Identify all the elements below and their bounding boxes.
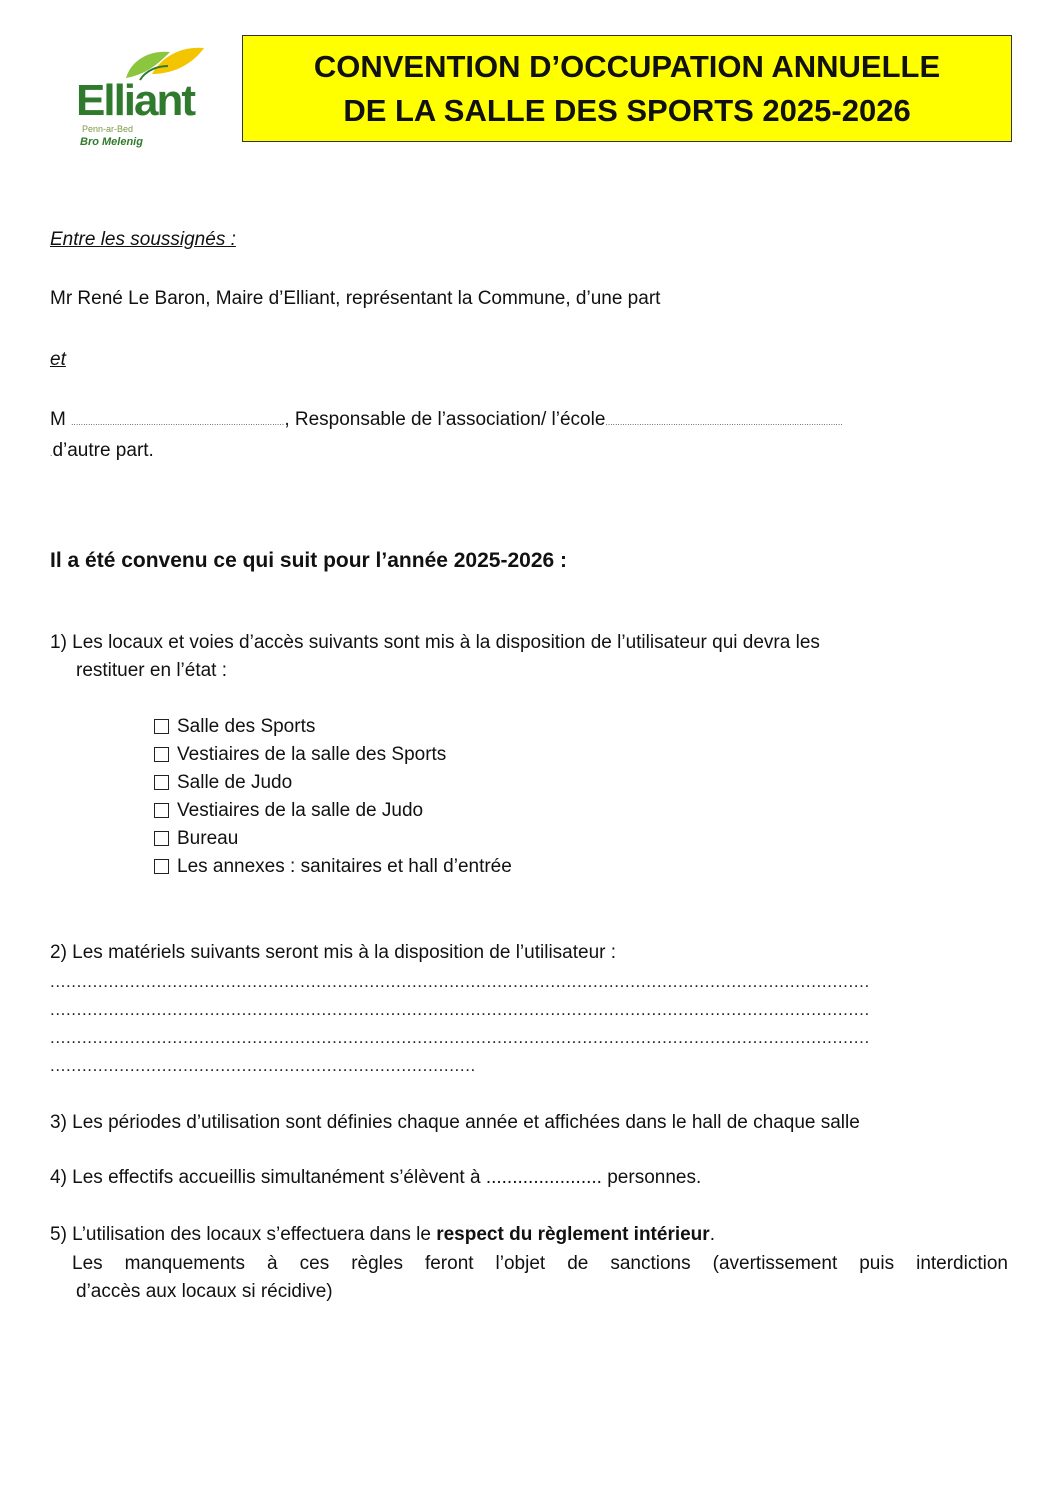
item-5-word: règles — [351, 1253, 403, 1274]
item-5-rules-emphasis: respect du règlement intérieur — [436, 1224, 710, 1245]
item-4-line — [50, 1167, 701, 1189]
association-name-field[interactable]: .................................................................................................. — [605, 418, 843, 427]
checkbox-vestiaires-salle-de-judo[interactable] — [154, 803, 169, 818]
checkbox-bureau[interactable] — [154, 831, 169, 846]
item-1-line-1: 1) Les locaux et voies d’accès suivants sont mis à la disposition de l’utilisateur qui devra les — [50, 632, 820, 653]
elliant-logo — [68, 44, 218, 159]
second-party-role: , Responsable de l’association/ l’école — [284, 409, 606, 430]
second-party-end-line — [50, 440, 154, 465]
first-party: Mr René Le Baron, Maire d’Elliant, représentant la Commune, d’une part — [50, 288, 661, 309]
equipment-field-line-4[interactable]: ................................................................................ — [50, 1056, 476, 1075]
item-5-word: (avertissement — [712, 1253, 838, 1274]
item-5-word: feront — [424, 1253, 474, 1274]
option-label: Vestiaires de la salle des Sports — [177, 744, 447, 765]
option-label: Salle des Sports — [177, 716, 316, 737]
logo-wordmark: Elliant — [76, 76, 195, 125]
item-5-word: interdiction — [916, 1253, 1008, 1274]
option-label: Salle de Judo — [177, 772, 293, 793]
parties-intro: Entre les soussignés : — [50, 229, 236, 250]
equipment-field-line-2[interactable]: .......................................................................................................................................................... — [50, 1000, 870, 1019]
checkbox-salle-de-judo[interactable] — [154, 775, 169, 790]
item-5-prefix: 5) L’utilisation des locaux s’effectuera dans le — [50, 1224, 437, 1245]
item-5-word: sanctions — [610, 1253, 691, 1274]
item-5-suffix: . — [709, 1224, 715, 1245]
document-title-line-1: CONVENTION D’OCCUPATION ANNUELLE — [313, 48, 941, 84]
item-4-prefix: 4) Les effectifs accueillis simultanément s’élèvent à — [50, 1167, 486, 1188]
item-1-line-2: restituer en l’état : — [76, 660, 228, 681]
capacity-field[interactable]: ...................... — [485, 1167, 602, 1188]
item-5-word: l’objet — [495, 1253, 546, 1274]
item-5-word: ces — [299, 1253, 330, 1274]
item-3-text: 3) Les périodes d’utilisation sont définies chaque année et affichées dans le hall de chaque salle — [50, 1112, 860, 1133]
checkbox-vestiaires-salle-des-sports[interactable] — [154, 747, 169, 762]
item-5-word: puis — [859, 1253, 895, 1274]
second-party-line — [50, 409, 843, 434]
item-5-word: de — [567, 1253, 589, 1274]
second-party-prefix: M — [50, 409, 66, 430]
item-5-line-1 — [50, 1224, 715, 1246]
checkbox-salle-des-sports[interactable] — [154, 719, 169, 734]
agreement-heading: Il a été convenu ce qui suit pour l’année 2025-2026 : — [50, 549, 568, 572]
logo-subtitle-region: Penn-ar-Bed — [82, 124, 134, 134]
checkbox-annexes[interactable] — [154, 859, 169, 874]
item-5-word: manquements — [124, 1253, 246, 1274]
and-connector: et — [50, 349, 66, 370]
document-title-box — [242, 35, 1012, 142]
item-5-line-3: d’accès aux locaux si récidive) — [76, 1281, 333, 1302]
association-name-field-continued[interactable]: . — [50, 449, 53, 458]
item-2-text: 2) Les matériels suivants seront mis à la disposition de l’utilisateur : — [50, 942, 617, 963]
option-label: Bureau — [177, 828, 239, 849]
document-title-line-2: DE LA SALLE DES SPORTS 2025-2026 — [343, 92, 911, 128]
item-5-word: à — [267, 1253, 278, 1274]
item-4-suffix: personnes. — [601, 1167, 702, 1188]
logo-subtitle-country: Bro Melenig — [80, 136, 143, 148]
equipment-field-line-3[interactable]: .......................................................................................................................................................... — [50, 1028, 870, 1047]
option-label: Vestiaires de la salle de Judo — [177, 800, 424, 821]
second-party-end: d’autre part. — [52, 440, 154, 461]
representative-name-field[interactable]: ........................................................................................ — [71, 418, 285, 427]
item-5-word: Les — [72, 1253, 103, 1274]
equipment-field-line-1[interactable]: .......................................................................................................................................................... — [50, 972, 870, 991]
item-5-line-2 — [72, 1253, 1008, 1275]
option-label: Les annexes : sanitaires et hall d’entrée — [177, 856, 512, 877]
